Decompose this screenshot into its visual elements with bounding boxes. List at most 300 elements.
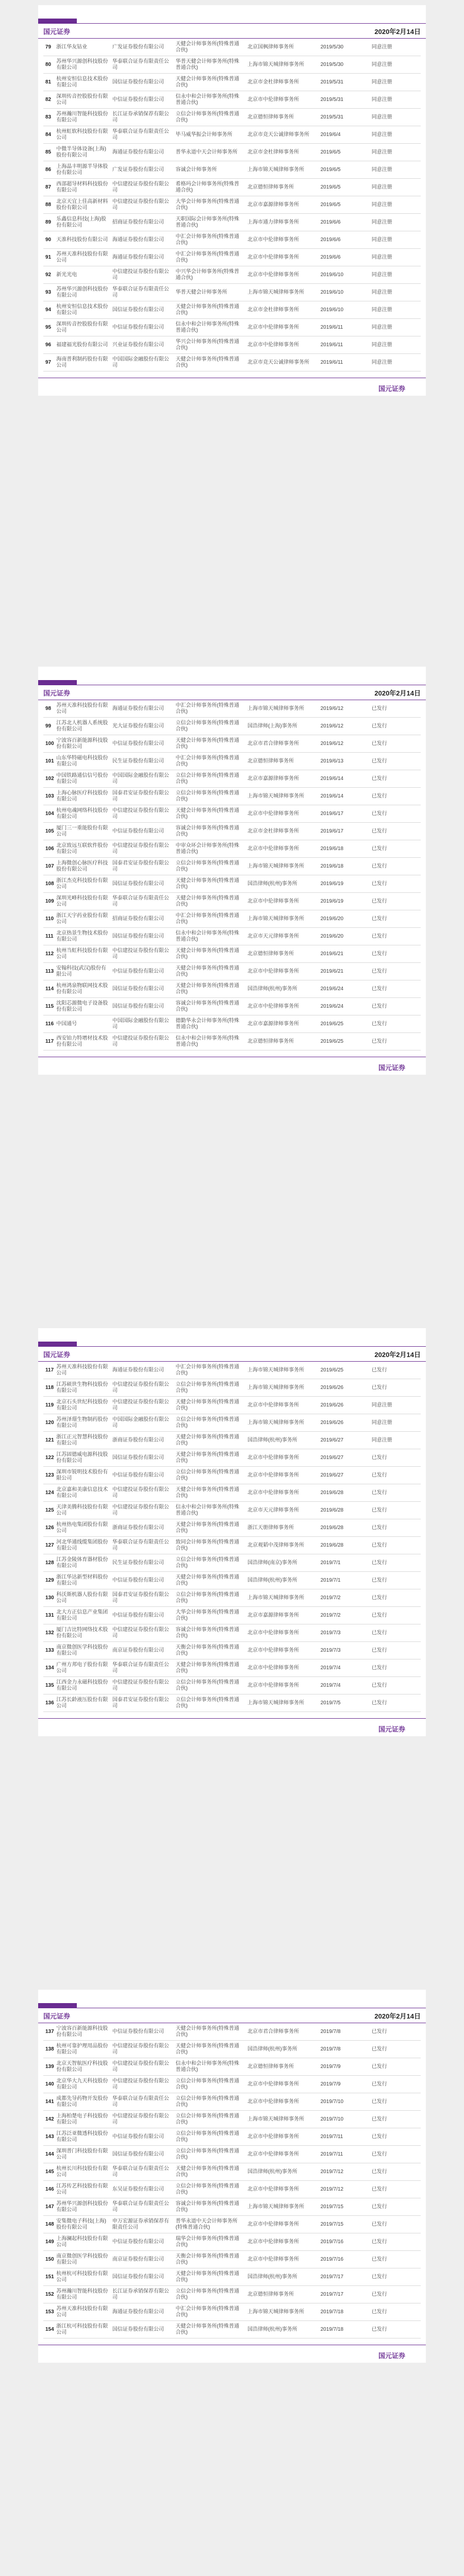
table-row [43, 1432, 421, 1449]
table-cell: 上海市锦天城律师事务所 [245, 2111, 319, 2128]
brand-name: 国元证券 [43, 27, 71, 36]
table-cell: 149 [43, 2233, 54, 2251]
table-cell: 2019/6/17 [319, 823, 370, 840]
table-row [43, 875, 421, 893]
table-cell: 125 [43, 1502, 54, 1519]
page-header [38, 24, 426, 39]
table-cell: 122 [43, 1449, 54, 1467]
table-cell: 已发行 [370, 998, 421, 1015]
table-cell: 同意注册 [370, 231, 421, 249]
table-row [43, 1624, 421, 1642]
table-cell: 北京天宜上佳高新材料股份有限公司 [54, 196, 110, 214]
table-cell: 华普天健会计师事务所 [174, 284, 245, 301]
table-cell: 121 [43, 1432, 54, 1449]
table-cell: 2019/6/14 [319, 788, 370, 805]
table-cell: 101 [43, 753, 54, 770]
table-cell: 北京市中伦律师事务所 [245, 805, 319, 823]
table-cell: 北京观韬中茂律师事务所 [245, 1537, 319, 1554]
table-cell: 上海心脉医疗科技股份有限公司 [54, 788, 110, 805]
table-cell: 上海市锦天城律师事务所 [245, 910, 319, 928]
table-cell: 已发行 [370, 2303, 421, 2321]
table-cell: 146 [43, 2181, 54, 2198]
table-cell: 2019/6/18 [319, 858, 370, 875]
table-cell: 天健会计师事务所(特殊普通合伙) [174, 945, 245, 963]
page-body [38, 700, 426, 1050]
table-cell: 已发行 [370, 1379, 421, 1397]
table-cell: 中国国际金融股份有限公司 [110, 354, 174, 371]
table-row [43, 1015, 421, 1033]
table-cell: 中信证券股份有限公司 [110, 735, 174, 753]
table-row [43, 805, 421, 823]
table-row [43, 753, 421, 770]
table-row [43, 1414, 421, 1432]
table-cell: 2019/6/10 [319, 301, 370, 319]
table-cell: 容诚会计师事务所 [174, 161, 245, 179]
table-cell: 中信建投证券股份有限公司 [110, 266, 174, 284]
table-row [43, 1484, 421, 1502]
table-cell: 南京证券股份有限公司 [110, 1642, 174, 1659]
table-cell: 中国通号 [54, 1015, 110, 1033]
table-cell: 已发行 [370, 1572, 421, 1589]
ipo-table [43, 700, 421, 1050]
table-cell: 2019/6/5 [319, 144, 370, 161]
table-cell: 85 [43, 144, 54, 161]
table-cell: 信永中和会计师事务所(特殊普通合伙) [174, 1502, 245, 1519]
table-cell: 南京微创医学科技股份有限公司 [54, 1642, 110, 1659]
table-cell: 国浩律师(上海)事务所 [245, 718, 319, 735]
page-header-bar [38, 1342, 426, 1347]
table-cell: 中信证券股份有限公司 [110, 1572, 174, 1589]
table-cell: 已发行 [370, 2251, 421, 2268]
table-cell: 北京市中伦律师事务所 [245, 2181, 319, 2198]
report-page [38, 1990, 426, 2363]
table-cell: 天健会计师事务所(特殊普通合伙) [174, 301, 245, 319]
table-row [43, 1519, 421, 1537]
table-cell: 已发行 [370, 1467, 421, 1484]
table-cell: 89 [43, 214, 54, 231]
table-row [43, 2181, 421, 2198]
table-row [43, 1659, 421, 1677]
table-cell: 天健会计师事务所(特殊普通合伙) [174, 1397, 245, 1414]
table-row [43, 56, 421, 74]
table-cell: 105 [43, 823, 54, 840]
table-cell: 浙江天册律师事务所 [245, 1519, 319, 1537]
table-cell: 已发行 [370, 858, 421, 875]
table-row [43, 126, 421, 144]
table-cell: 北京市中伦律师事务所 [245, 2093, 319, 2111]
table-cell: 2019/5/31 [319, 109, 370, 126]
table-cell: 信永中和会计师事务所(特殊普通合伙) [174, 928, 245, 945]
table-cell: 131 [43, 1607, 54, 1624]
table-row [43, 214, 421, 231]
table-cell: 中国国际金融股份有限公司 [110, 1015, 174, 1033]
table-cell: 2019/6/13 [319, 753, 370, 770]
table-cell: 上海市锦天城律师事务所 [245, 2198, 319, 2216]
brand-name: 国元证券 [43, 689, 71, 697]
page-header-bar [38, 2003, 426, 2008]
table-cell: 华泰联合证券有限责任公司 [110, 2093, 174, 2111]
table-row [43, 109, 421, 126]
table-cell: 西安铂力特增材技术股份有限公司 [54, 1033, 110, 1050]
table-cell: 124 [43, 1484, 54, 1502]
table-cell: 新光光电 [54, 266, 110, 284]
table-cell: 中国国际金融股份有限公司 [110, 1414, 174, 1432]
table-cell: 信永中和会计师事务所(特殊普通合伙) [174, 91, 245, 109]
table-cell: 北京市嘉源律师事务所 [245, 1607, 319, 1624]
table-cell: 北京市中伦律师事务所 [245, 2146, 319, 2163]
table-cell: 中信建投证券股份有限公司 [110, 1379, 174, 1397]
table-cell: 立信会计师事务所(特殊普通合伙) [174, 1554, 245, 1572]
table-cell: 2019/7/16 [319, 2233, 370, 2251]
table-cell: 已发行 [370, 753, 421, 770]
table-cell: 招商证券股份有限公司 [110, 910, 174, 928]
table-cell: 同意注册 [370, 249, 421, 266]
table-cell: 已发行 [370, 893, 421, 910]
header-rule [38, 1346, 426, 1347]
table-cell: 江苏北人机器人系统股份有限公司 [54, 718, 110, 735]
table-cell: 已发行 [370, 2023, 421, 2041]
table-cell: 宁波容百新能源科技股份有限公司 [54, 2023, 110, 2041]
table-cell: 81 [43, 74, 54, 91]
table-cell: 杭州可靠护理用品股份有限公司 [54, 2041, 110, 2058]
table-cell: 中审众环会计师事务所(特殊普通合伙) [174, 840, 245, 858]
table-cell: 2019/6/28 [319, 1537, 370, 1554]
table-cell: 已发行 [370, 735, 421, 753]
table-row [43, 1502, 421, 1519]
table-cell: 130 [43, 1589, 54, 1607]
table-cell: 已发行 [370, 2163, 421, 2181]
table-cell: 2019/7/5 [319, 1694, 370, 1712]
table-cell: 国信证券股份有限公司 [110, 1449, 174, 1467]
table-cell: 北京市竞天公诚律师事务所 [245, 126, 319, 144]
table-cell: 杭州电魂网络科技股份有限公司 [54, 805, 110, 823]
table-cell: 2019/7/4 [319, 1659, 370, 1677]
table-cell: 北京市金杜律师事务所 [245, 74, 319, 91]
table-cell: 浙商证券股份有限公司 [110, 1519, 174, 1537]
table-cell: 已发行 [370, 1033, 421, 1050]
footer-brand: 国元证券 [378, 1725, 405, 1733]
table-cell: 同意注册 [370, 354, 421, 371]
table-cell: 北京市中伦律师事务所 [245, 893, 319, 910]
table-cell: 立信会计师事务所(特殊普通合伙) [174, 770, 245, 788]
table-cell: 同意注册 [370, 196, 421, 214]
table-cell: 信永中和会计师事务所(特殊普通合伙) [174, 319, 245, 336]
page-header [38, 685, 426, 700]
table-cell: 同意注册 [370, 39, 421, 56]
table-cell: 华泰联合证券有限责任公司 [110, 1537, 174, 1554]
table-cell: 西部超导材料科技股份有限公司 [54, 179, 110, 196]
table-cell: 华兴会计师事务所(特殊普通合伙) [174, 336, 245, 354]
table-cell: 杭州安恒信息技术股份有限公司 [54, 74, 110, 91]
page-body [38, 39, 426, 371]
table-cell: 中信建投证券股份有限公司 [110, 179, 174, 196]
table-cell: 天衡会计师事务所(特殊普通合伙) [174, 1642, 245, 1659]
table-cell: 145 [43, 2163, 54, 2181]
table-cell: 86 [43, 161, 54, 179]
table-cell: 河北华通线缆集团股份有限公司 [54, 1537, 110, 1554]
table-cell: 成都先导药物开发股份有限公司 [54, 2093, 110, 2111]
table-cell: 2019/7/2 [319, 1607, 370, 1624]
table-cell: 北京市君合律师事务所 [245, 2023, 319, 2041]
table-cell: 海通证券股份有限公司 [110, 144, 174, 161]
table-row [43, 1589, 421, 1607]
table-cell: 上海市锦天城律师事务所 [245, 161, 319, 179]
page-footer [38, 1057, 426, 1075]
table-cell: 已发行 [370, 788, 421, 805]
table-cell: 天健会计师事务所(特殊普通合伙) [174, 1572, 245, 1589]
table-row [43, 998, 421, 1015]
table-cell: 国浩律师(杭州)事务所 [245, 1572, 319, 1589]
table-cell: 北京市中伦律师事务所 [245, 1467, 319, 1484]
table-cell: 中信建投证券股份有限公司 [110, 840, 174, 858]
table-cell: 147 [43, 2198, 54, 2216]
brand-name: 国元证券 [43, 1350, 71, 1359]
table-cell: 苏州泽璟生物制药股份有限公司 [54, 1414, 110, 1432]
table-cell: 大华会计师事务所(特殊普通合伙) [174, 196, 245, 214]
table-cell: 已发行 [370, 2041, 421, 2058]
table-cell: 2019/7/1 [319, 1554, 370, 1572]
table-cell: 2019/6/17 [319, 805, 370, 823]
table-row [43, 770, 421, 788]
table-cell: 华泰联合证券有限责任公司 [110, 284, 174, 301]
table-cell: 北京市中伦律师事务所 [245, 1642, 319, 1659]
table-cell: 国信证券股份有限公司 [110, 2268, 174, 2286]
table-cell: 同意注册 [370, 144, 421, 161]
table-cell: 2019/5/31 [319, 74, 370, 91]
table-cell: 2019/6/28 [319, 1484, 370, 1502]
table-cell: 2019/6/5 [319, 196, 370, 214]
table-cell: 中信证券股份有限公司 [110, 2023, 174, 2041]
table-cell: 国浩律师(杭州)事务所 [245, 2321, 319, 2338]
table-cell: 上海市锦天城律师事务所 [245, 1414, 319, 1432]
table-cell: 天健会计师事务所(特殊普通合伙) [174, 1484, 245, 1502]
table-cell: 民生证券股份有限公司 [110, 753, 174, 770]
ipo-table [43, 1362, 421, 1712]
table-cell: 同意注册 [370, 214, 421, 231]
table-row [43, 161, 421, 179]
table-cell: 2019/7/4 [319, 1677, 370, 1694]
table-cell: 北京市中伦律师事务所 [245, 336, 319, 354]
table-cell: 2019/6/28 [319, 1502, 370, 1519]
table-cell: 天健会计师事务所(特殊普通合伙) [174, 980, 245, 998]
table-cell: 112 [43, 945, 54, 963]
table-cell: 北京德恒律师事务所 [245, 2286, 319, 2303]
table-cell: 已发行 [370, 1642, 421, 1659]
table-cell: 143 [43, 2128, 54, 2146]
table-cell: 北京市中伦律师事务所 [245, 1397, 319, 1414]
table-cell: 北京市中伦律师事务所 [245, 1659, 319, 1677]
table-cell: 2019/6/5 [319, 179, 370, 196]
table-cell: 117 [43, 1362, 54, 1379]
table-cell: 容诚会计师事务所(特殊普通合伙) [174, 1624, 245, 1642]
table-cell: 杭州热电集团股份有限公司 [54, 1519, 110, 1537]
table-row [43, 2268, 421, 2286]
table-cell: 中汇会计师事务所(特殊普通合伙) [174, 700, 245, 718]
table-cell: 2019/6/26 [319, 1414, 370, 1432]
table-cell: 2019/7/9 [319, 2058, 370, 2076]
table-cell: 立信会计师事务所(特殊普通合伙) [174, 1694, 245, 1712]
table-cell: 立信会计师事务所(特殊普通合伙) [174, 1379, 245, 1397]
table-cell: 已发行 [370, 2146, 421, 2163]
page-footer [38, 1718, 426, 1736]
table-cell: 92 [43, 266, 54, 284]
table-cell: 已发行 [370, 805, 421, 823]
table-cell: 134 [43, 1659, 54, 1677]
table-cell: 天健会计师事务所(特殊普通合伙) [174, 2321, 245, 2338]
table-cell: 2019/7/17 [319, 2286, 370, 2303]
table-cell: 已发行 [370, 1554, 421, 1572]
table-cell: 国信证券股份有限公司 [110, 980, 174, 998]
table-cell: 国浩律师(杭州)事务所 [245, 875, 319, 893]
table-cell: 江西金力永磁科技股份有限公司 [54, 1677, 110, 1694]
footer-brand: 国元证券 [378, 385, 405, 393]
table-cell: 江苏传艺科技股份有限公司 [54, 2181, 110, 2198]
table-cell: 153 [43, 2303, 54, 2321]
table-cell: 138 [43, 2041, 54, 2058]
table-cell: 北京德恒律师事务所 [245, 109, 319, 126]
table-cell: 已发行 [370, 980, 421, 998]
table-cell: 中汇会计师事务所(特殊普通合伙) [174, 2303, 245, 2321]
table-cell: 2019/7/17 [319, 2268, 370, 2286]
table-cell: 2019/6/25 [319, 1033, 370, 1050]
table-cell: 天健会计师事务所(特殊普通合伙) [174, 1519, 245, 1537]
table-cell: 浙江华友钴业 [54, 39, 110, 56]
table-row [43, 249, 421, 266]
table-cell: 天健会计师事务所(特殊普通合伙) [174, 2023, 245, 2041]
table-cell: 132 [43, 1624, 54, 1642]
table-cell: 天津美腾科技股份有限公司 [54, 1502, 110, 1519]
table-cell: 深圳普门科技股份有限公司 [54, 2146, 110, 2163]
table-cell: 同意注册 [370, 336, 421, 354]
table-cell: 已发行 [370, 2111, 421, 2128]
table-cell: 已发行 [370, 1519, 421, 1537]
table-cell: 北京市金杜律师事务所 [245, 144, 319, 161]
table-cell: 国泰君安证券股份有限公司 [110, 858, 174, 875]
table-cell: 2019/6/14 [319, 770, 370, 788]
table-cell: 立信会计师事务所(特殊普通合伙) [174, 858, 245, 875]
table-cell: 2019/7/16 [319, 2251, 370, 2268]
table-cell: 中信建投证券股份有限公司 [110, 2111, 174, 2128]
table-row [43, 2163, 421, 2181]
table-cell: 103 [43, 788, 54, 805]
table-cell: 希格玛会计师事务所(特殊普通合伙) [174, 179, 245, 196]
table-cell: 中信建投证券股份有限公司 [110, 2058, 174, 2076]
table-cell: 87 [43, 179, 54, 196]
table-cell: 上海市锦天城律师事务所 [245, 2303, 319, 2321]
page-body [38, 2023, 426, 2338]
table-cell: 2019/6/11 [319, 354, 370, 371]
table-cell: 立信会计师事务所(特殊普通合伙) [174, 788, 245, 805]
table-cell: 中汇会计师事务所(特殊普通合伙) [174, 753, 245, 770]
table-cell: 北京市金杜律师事务所 [245, 301, 319, 319]
table-row [43, 823, 421, 840]
table-cell: 华泰联合证券有限责任公司 [110, 126, 174, 144]
table-cell: 深圳传音控股股份有限公司 [54, 319, 110, 336]
table-cell: 立信会计师事务所(特殊普通合伙) [174, 109, 245, 126]
table-cell: 已发行 [370, 2058, 421, 2076]
table-cell: 已发行 [370, 2233, 421, 2251]
table-cell: 已发行 [370, 718, 421, 735]
table-cell: 苏州华兴源创科技股份有限公司 [54, 284, 110, 301]
table-row [43, 284, 421, 301]
table-cell: 上海市锦天城律师事务所 [245, 788, 319, 805]
table-cell: 海通证券股份有限公司 [110, 2303, 174, 2321]
table-cell: 国浩律师(杭州)事务所 [245, 1432, 319, 1449]
table-cell: 天职国际会计师事务所(特殊普通合伙) [174, 214, 245, 231]
table-cell: 同意注册 [370, 319, 421, 336]
table-cell: 福建福光股份有限公司 [54, 336, 110, 354]
table-cell: 已发行 [370, 1607, 421, 1624]
table-row [43, 196, 421, 214]
table-cell: 140 [43, 2076, 54, 2093]
table-cell: 北京市中伦律师事务所 [245, 998, 319, 1015]
table-row [43, 1362, 421, 1379]
table-cell: 天健会计师事务所(特殊普通合伙) [174, 735, 245, 753]
table-cell: 2019/6/21 [319, 963, 370, 980]
table-cell: 中信证券股份有限公司 [110, 1607, 174, 1624]
table-cell: 中信建投证券股份有限公司 [110, 2076, 174, 2093]
table-cell: 杭州虹软科技股份有限公司 [54, 126, 110, 144]
table-cell: 苏州天准科技股份有限公司 [54, 1362, 110, 1379]
table-cell: 142 [43, 2111, 54, 2128]
table-cell: 119 [43, 1397, 54, 1414]
table-cell: 已发行 [370, 1624, 421, 1642]
table-cell: 98 [43, 700, 54, 718]
table-cell: 立信会计师事务所(特殊普通合伙) [174, 718, 245, 735]
ipo-table [43, 2023, 421, 2338]
table-cell: 天衡会计师事务所(特殊普通合伙) [174, 2251, 245, 2268]
table-cell: 2019/7/15 [319, 2198, 370, 2216]
page-header [38, 1347, 426, 1362]
table-cell: 苏州华兴源创科技股份有限公司 [54, 2198, 110, 2216]
report-date: 2020年2月14日 [374, 689, 421, 697]
table-cell: 104 [43, 805, 54, 823]
table-cell: 天健会计师事务所(特殊普通合伙) [174, 963, 245, 980]
table-cell: 同意注册 [370, 161, 421, 179]
table-row [43, 1677, 421, 1694]
table-cell: 116 [43, 1015, 54, 1033]
table-cell: 中汇会计师事务所(特殊普通合伙) [174, 231, 245, 249]
table-cell: 2019/6/10 [319, 266, 370, 284]
table-cell: 中信证券股份有限公司 [110, 1467, 174, 1484]
table-cell: 天健会计师事务所(特殊普通合伙) [174, 1432, 245, 1449]
table-cell: 杭州长川科技股份有限公司 [54, 2163, 110, 2181]
table-cell: 北京国枫律师事务所 [245, 39, 319, 56]
table-cell: 天健会计师事务所(特殊普通合伙) [174, 1659, 245, 1677]
table-cell: 北京市中伦律师事务所 [245, 2233, 319, 2251]
table-row [43, 2198, 421, 2216]
table-cell: 光大证券股份有限公司 [110, 718, 174, 735]
table-row [43, 840, 421, 858]
table-cell: 北京市中伦律师事务所 [245, 1449, 319, 1467]
header-rule [38, 23, 426, 24]
table-cell: 中信证券股份有限公司 [110, 963, 174, 980]
table-cell: 普华永道中天会计师事务所 [174, 144, 245, 161]
table-cell: 2019/6/6 [319, 249, 370, 266]
table-cell: 已发行 [370, 1362, 421, 1379]
table-cell: 沈阳芯源微电子设备股份有限公司 [54, 998, 110, 1015]
table-cell: 118 [43, 1379, 54, 1397]
table-cell: 2019/7/12 [319, 2181, 370, 2198]
table-cell: 长江证券承销保荐有限公司 [110, 109, 174, 126]
table-cell: 国信证券股份有限公司 [110, 875, 174, 893]
table-cell: 129 [43, 1572, 54, 1589]
table-cell: 东吴证券股份有限公司 [110, 2181, 174, 2198]
table-cell: 148 [43, 2216, 54, 2233]
page-header-bar [38, 19, 426, 24]
table-cell: 2019/6/25 [319, 1362, 370, 1379]
table-cell: 已发行 [370, 2286, 421, 2303]
